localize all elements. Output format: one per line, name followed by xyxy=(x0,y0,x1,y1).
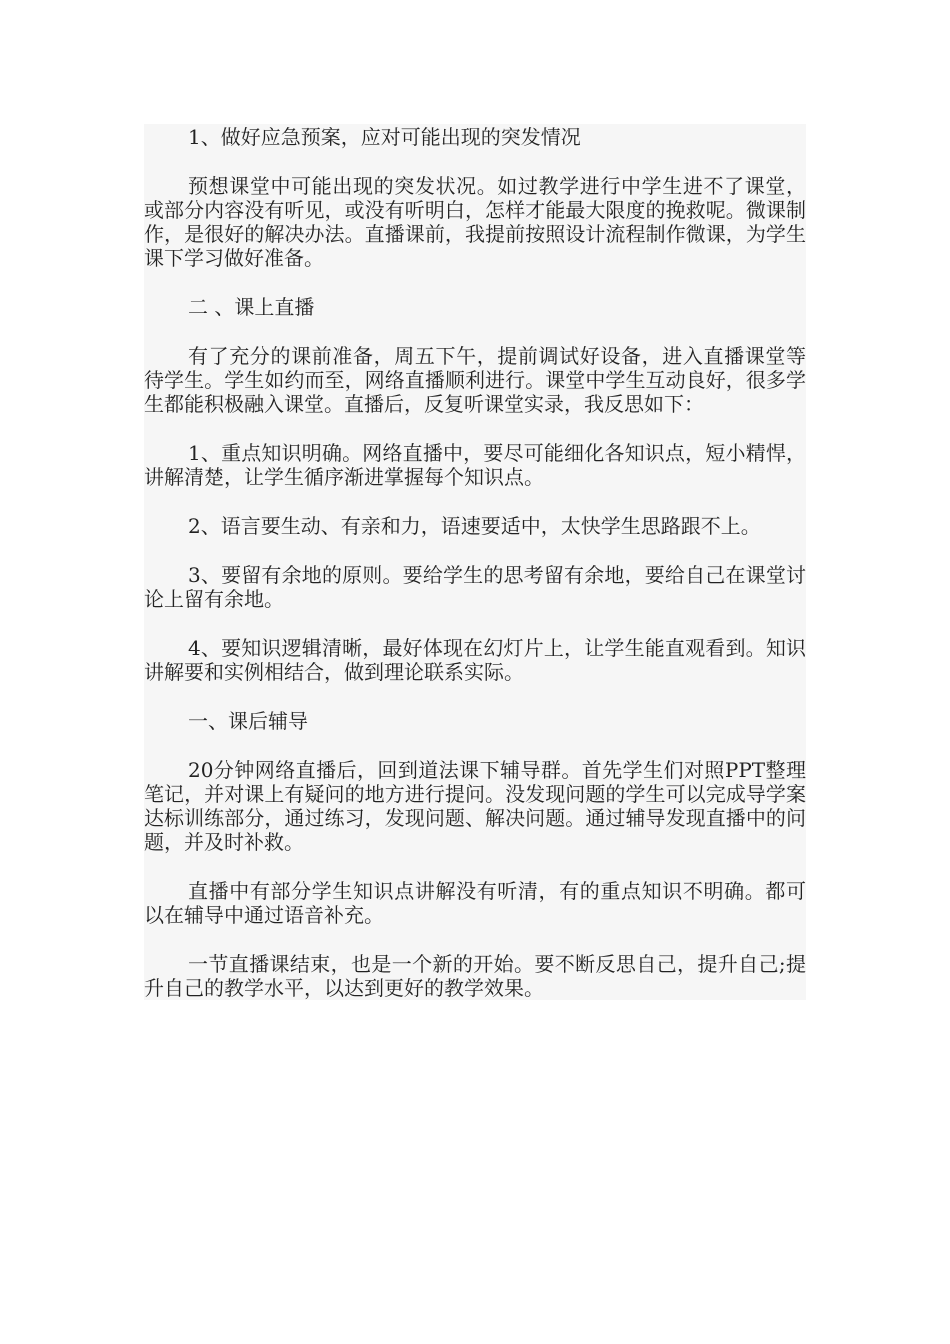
paragraph-gap xyxy=(144,611,806,635)
paragraph-gap xyxy=(144,416,806,440)
paragraph-gap xyxy=(144,149,806,173)
paragraph-gap xyxy=(144,927,806,951)
paragraph: 2、语言要生动、有亲和力，语速要适中，太快学生思路跟不上。 xyxy=(188,514,761,538)
paragraph-gap xyxy=(144,270,806,294)
paragraph: 20分钟网络直播后，回到道法课下辅导群。首先学生们对照PPT整理笔记，并对课上有疑问的地方进行提问。没发现问题的学生可以完成导学案达标训练部分，通过练习，发现问题、解决问题。通过辅导发现直播中的问题，并及时补救。 xyxy=(144,758,806,854)
paragraph-gap xyxy=(144,489,806,513)
paragraph: 4、要知识逻辑清晰，最好体现在幻灯片上，让学生能直观看到。知识讲解要和实例相结合，做到理论联系实际。 xyxy=(144,636,806,684)
paragraph: 3、要留有余地的原则。要给学生的思考留有余地，要给自己在课堂讨论上留有余地。 xyxy=(144,563,806,611)
section-heading: 一、课后辅导 xyxy=(188,709,308,733)
paragraph: 1、做好应急预案，应对可能出现的突发情况 xyxy=(188,125,581,149)
paragraph-gap xyxy=(144,854,806,878)
paragraph: 有了充分的课前准备，周五下午，提前调试好设备，进入直播课堂等待学生。学生如约而至，网络直播顺利进行。课堂中学生互动良好，很多学生都能积极融入课堂。直播后，反复听课堂实录，我反思如下： xyxy=(144,344,806,416)
paragraph: 1、重点知识明确。网络直播中，要尽可能细化各知识点，短小精悍，讲解清楚，让学生循序渐进掌握每个知识点。 xyxy=(144,441,806,489)
paragraph: 一节直播课结束，也是一个新的开始。要不断反思自己，提升自己;提升自己的教学水平，以达到更好的教学效果。 xyxy=(144,952,806,1000)
paragraph: 直播中有部分学生知识点讲解没有听清，有的重点知识不明确。都可以在辅导中通过语音补充。 xyxy=(144,879,806,927)
paragraph-gap xyxy=(144,538,806,562)
document-body xyxy=(144,124,806,1000)
paragraph-gap xyxy=(144,684,806,708)
paragraph-gap xyxy=(144,733,806,757)
paragraph-gap xyxy=(144,319,806,343)
paragraph: 预想课堂中可能出现的突发状况。如过教学进行中学生进不了课堂，或部分内容没有听见，或没有听明白，怎样才能最大限度的挽救呢。微课制作，是很好的解决办法。直播课前，我提前按照设计流程制作微课，为学生课下学习做好准备。 xyxy=(144,174,806,270)
section-heading: 二 、课上直播 xyxy=(188,295,315,319)
